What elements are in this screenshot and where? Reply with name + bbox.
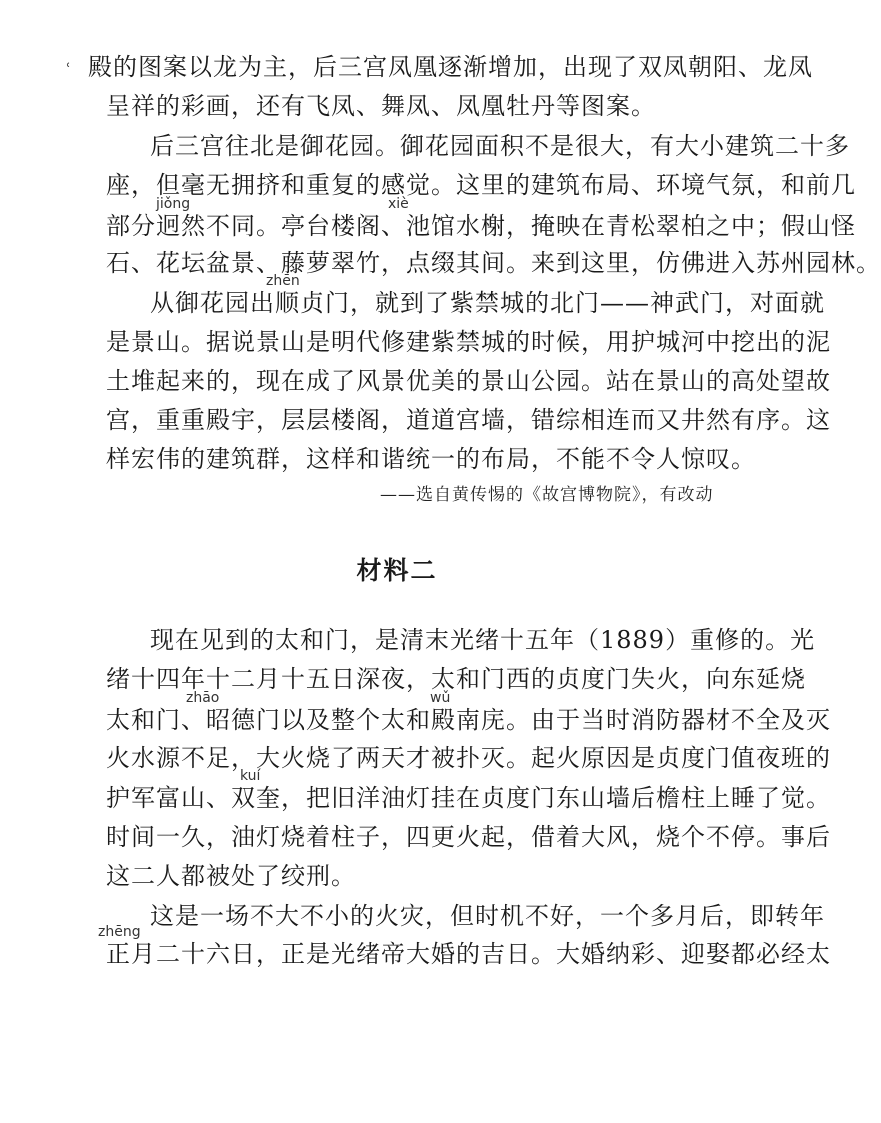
text-line: 护军富山、双奎，把旧洋油灯挂在贞度门东山墙后檐柱上睡了觉。: [106, 784, 831, 812]
text-line: 样宏伟的建筑群，这样和谐统一的布局，不能不令人惊叹。: [106, 445, 756, 473]
text-line: 部分迥然不同。亭台楼阁、池馆水榭，掩映在青松翠柏之中；假山怪: [106, 212, 856, 240]
pinyin-annotation: zhēng: [98, 924, 141, 940]
text-line: 是景山。据说景山是明代修建紫禁城的时候，用护城河中挖出的泥: [106, 328, 831, 356]
pinyin-annotation: zhāo: [186, 690, 220, 706]
pinyin-annotation: xiè: [388, 196, 409, 212]
section-heading: 材料二: [356, 556, 438, 585]
text-line: 这二人都被处了绞刑。: [106, 862, 356, 890]
text-line: 时间一久，油灯烧着柱子，四更火起，借着大风，烧个不停。事后: [106, 823, 831, 851]
text-line: 现在见到的太和门，是清末光绪十五年（1889）重修的。光: [150, 626, 816, 654]
text-line: 座，但毫无拥挤和重复的感觉。这里的建筑布局、环境气氛，和前几: [106, 171, 856, 199]
text-line: 火水源不足，大火烧了两天才被扑灭。起火原因是贞度门值夜班的: [106, 744, 831, 772]
text-line: 呈祥的彩画，还有飞凤、舞凤、凤凰牡丹等图案。: [106, 92, 656, 120]
pinyin-annotation: zhēn: [266, 273, 300, 289]
pinyin-annotation: kuí: [240, 768, 261, 784]
text-line: 后三宫往北是御花园。御花园面积不是很大，有大小建筑二十多: [150, 132, 850, 160]
pinyin-annotation: jiǒng: [156, 196, 191, 212]
scan-mark: ʿ: [66, 60, 71, 79]
text-line: 土堆起来的，现在成了风景优美的景山公园。站在景山的高处望故: [106, 367, 831, 395]
source-citation: ——选自黄传惕的《故宫博物院》，有改动: [380, 485, 714, 505]
text-line: 殿的图案以龙为主，后三宫凤凰逐渐增加，出现了双凤朝阳、龙凤: [88, 53, 813, 81]
text-line: 这是一场不大不小的火灾，但时机不好，一个多月后，即转年: [150, 902, 825, 930]
text-line: 宫，重重殿宇，层层楼阁，道道宫墙，错综相连而又井然有序。这: [106, 406, 831, 434]
text-line: 绪十四年十二月十五日深夜，太和门西的贞度门失火，向东延烧: [106, 665, 806, 693]
pinyin-annotation: wǔ: [430, 690, 451, 706]
text-line: 正月二十六日，正是光绪帝大婚的吉日。大婚纳彩、迎娶都必经太: [106, 940, 831, 968]
text-line: 石、花坛盆景、藤萝翠竹，点缀其间。来到这里，仿佛进入苏州园林。: [106, 249, 881, 277]
text-line: 太和门、昭德门以及整个太和殿南庑。由于当时消防器材不全及灭: [106, 706, 831, 734]
text-line: 从御花园出顺贞门，就到了紫禁城的北门——神武门，对面就: [150, 289, 825, 317]
